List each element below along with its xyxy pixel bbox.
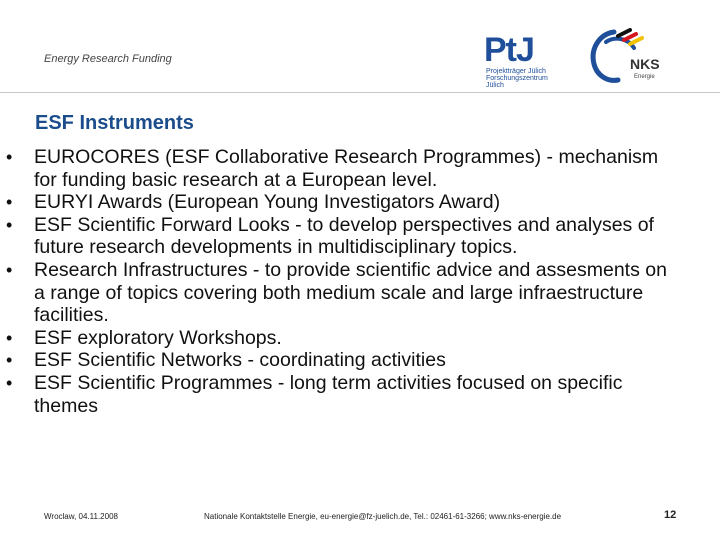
bullet-item <box>0 327 680 350</box>
bullet-text: EURYI Awards (European Young Investigators Award) <box>34 191 501 214</box>
page-number: 12 <box>664 509 677 521</box>
bullet-text: ESF Scientific Programmes - long term activities focused on specific themes <box>34 371 623 417</box>
bullet-text: ESF Scientific Networks - coordinating activities <box>34 349 446 372</box>
bullet-item <box>0 349 680 372</box>
bullet-dot-icon: • <box>6 327 13 348</box>
bullet-text: Research Infrastructures - to provide scientific advice and assesments on a range of topics covering both medium scale and large infraestructure facilities. <box>34 258 667 327</box>
bullet-dot-icon: • <box>6 192 13 213</box>
bullet-dot-icon: • <box>6 259 13 280</box>
header-label: Energy Research Funding <box>44 53 172 65</box>
nks-logo-text: NKS <box>630 56 660 72</box>
slide-title: ESF Instruments <box>35 112 194 134</box>
bullet-dot-icon: • <box>6 214 13 235</box>
bullet-dot-icon: • <box>6 372 13 393</box>
bullet-dot-icon: • <box>6 350 13 371</box>
ptj-logo-text: PtJ <box>484 31 534 69</box>
nks-logo-subtitle: Energie <box>634 74 655 80</box>
bullet-item <box>0 191 680 214</box>
ptj-logo <box>480 30 566 89</box>
bullet-item <box>0 259 680 327</box>
ptj-logo-subtitle-1: Projektträger Jülich <box>486 68 546 75</box>
nks-logo <box>584 26 674 86</box>
header-divider <box>0 92 720 93</box>
bullet-text: ESF Scientific Forward Looks - to develop perspectives and analyses of future research developments in multidisciplinary topics. <box>34 213 654 259</box>
bullet-text: EUROCORES (ESF Collaborative Research Programmes) - mechanism for funding basic research at a European level. <box>34 146 659 191</box>
ptj-logo-subtitle <box>486 68 566 89</box>
footer-contact: Nationale Kontaktstelle Energie, eu-energie@fz-juelich.de, Tel.: 02461-61-3266; www.nks-energie.de <box>204 512 562 521</box>
bullet-dot-icon: • <box>6 147 13 167</box>
bullet-item <box>0 214 680 259</box>
bullet-item <box>0 146 680 191</box>
ptj-logo-subtitle-2: Forschungszentrum Jülich <box>486 75 548 89</box>
bullet-list <box>0 146 680 417</box>
bullet-text: ESF exploratory Workshops. <box>34 326 282 349</box>
bullet-item <box>0 372 680 417</box>
footer-date: Wroclaw, 04.11.2008 <box>44 512 118 521</box>
